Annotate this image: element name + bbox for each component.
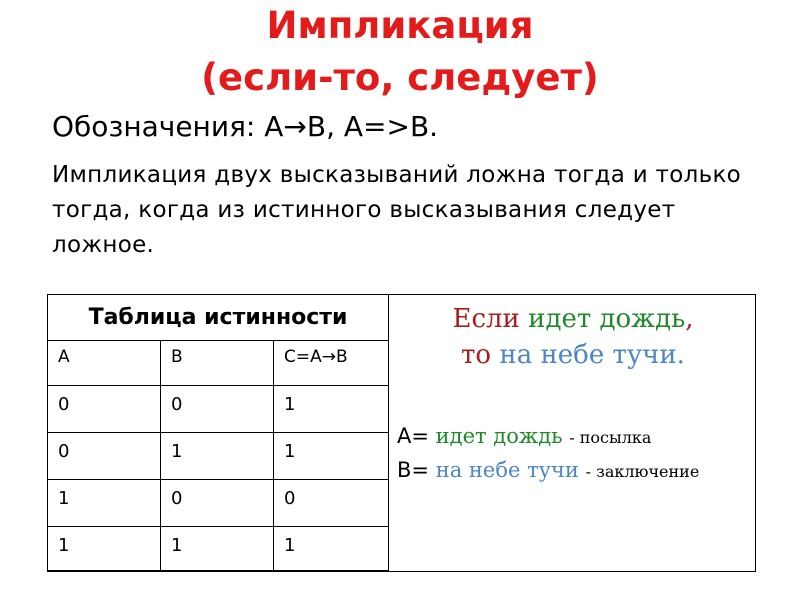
if-word: Если [452,304,520,334]
table-row [48,433,389,480]
table-cell: 0 [48,433,161,480]
table-row [48,527,389,571]
condition-text: идет дождь [528,304,686,334]
table-cell: 1 [161,433,274,480]
definition-text: Импликация двух высказываний ложна тогда и только тогда, когда из истинного высказывания следует ложное. [52,162,742,258]
example-line-then [389,340,757,370]
table-cell: 1 [274,433,389,480]
page-title: Импликация [266,4,534,47]
page-subtitle: (если-то, следует) [201,56,599,99]
then-word: то [461,340,492,370]
premise-role: - посылка [569,428,652,447]
var-a-label: A= [397,424,429,448]
table-cell: 1 [274,527,389,571]
truth-table-title: Таблица истинности [48,295,389,341]
table-header-row [48,341,389,386]
comma: , [685,304,694,334]
table-cell: 0 [48,386,161,433]
example-line-if [389,304,757,334]
table-cell: 1 [48,527,161,571]
table-cell: 1 [161,527,274,571]
premise-definition [397,424,651,448]
column-header: A [48,341,161,386]
consequence-text: на небе тучи. [499,340,685,370]
table-cell: 0 [161,386,274,433]
table-cell: 0 [161,480,274,527]
table-cell: 0 [274,480,389,527]
truth-table [47,294,389,571]
conclusion-text: на небе тучи [435,458,579,482]
var-b-label: B= [397,458,430,482]
table-row [48,386,389,433]
premise-text: идет дождь [435,424,563,448]
conclusion-definition [397,458,699,482]
column-header: B [161,341,274,386]
table-cell: 1 [274,386,389,433]
table-row [48,480,389,527]
example-panel [388,294,756,572]
conclusion-role: - заключение [585,462,700,481]
table-cell: 1 [48,480,161,527]
notation-text: Обозначения: A→B, A=>B. [52,110,439,143]
column-header: C=A→B [274,341,389,386]
